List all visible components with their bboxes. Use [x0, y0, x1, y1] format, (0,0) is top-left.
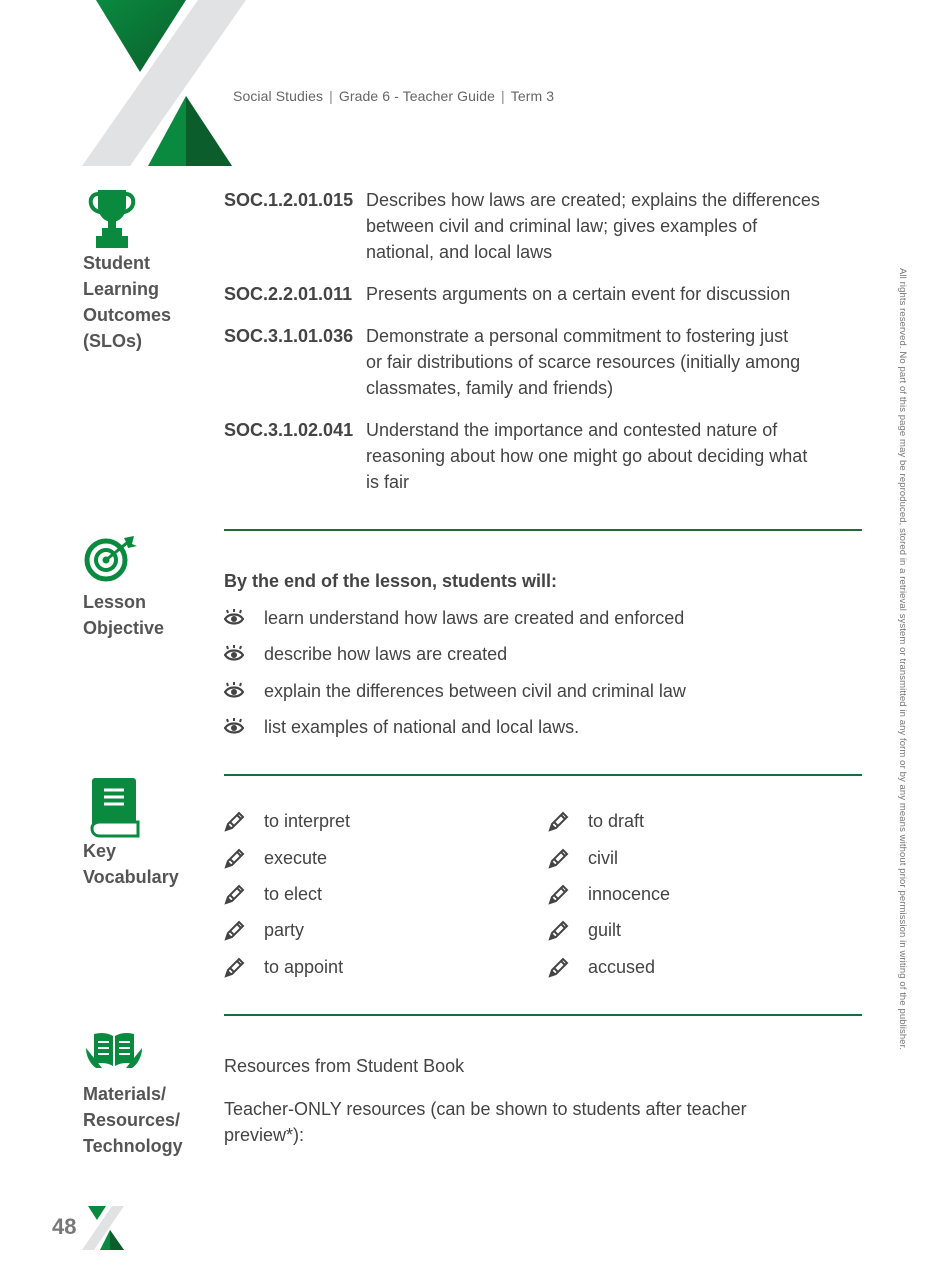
slo-line: reasoning about how one might go about deciding what [366, 446, 808, 466]
header-guide: Grade 6 - Teacher Guide [338, 88, 496, 104]
slo-line: national, and local laws [366, 242, 553, 262]
eye-bullet-icon [224, 717, 244, 735]
pencil-icon [224, 883, 246, 905]
materials-label-line: Resources/ [83, 1110, 181, 1130]
slo-description [366, 323, 864, 401]
pencil-icon [548, 919, 570, 941]
objective-text: learn understand how laws are created and enforced [264, 608, 685, 628]
slo-description [366, 187, 864, 265]
pencil-icon [224, 956, 246, 978]
slo-line: is fair [366, 472, 410, 492]
book-icon [88, 778, 140, 838]
slo-label-line: Outcomes [83, 305, 172, 325]
eye-bullet-icon [224, 608, 244, 626]
header-term: Term 3 [510, 88, 555, 104]
brand-logo-bottom [82, 1206, 128, 1252]
pencil-icon [548, 956, 570, 978]
vocab-word: to draft [588, 811, 645, 831]
pencil-icon [224, 919, 246, 941]
objective-label-line: Objective [83, 618, 165, 638]
section-divider [224, 529, 862, 531]
eye-bullet-icon [224, 644, 244, 662]
objective-text: list examples of national and local laws. [264, 717, 580, 737]
header-separator: | [329, 88, 333, 104]
vocabulary-label [83, 838, 179, 890]
slo-code: SOC.1.2.01.015 [224, 190, 354, 210]
page-number: 48 [52, 1214, 77, 1239]
objective-text: explain the differences between civil and criminal law [264, 681, 686, 701]
vocab-word: party [264, 920, 305, 940]
pencil-icon [548, 883, 570, 905]
slo-line: between civil and criminal law; gives examples of [366, 216, 758, 236]
pencil-icon [224, 810, 246, 832]
vocabulary-label-line: Key [83, 841, 117, 861]
resources-teacher-only [224, 1096, 824, 1148]
eye-bullet-icon [224, 681, 244, 699]
section-divider [224, 1014, 862, 1016]
vocab-word: execute [264, 848, 328, 868]
slo-label-line: Learning [83, 279, 160, 299]
vocab-word: accused [588, 957, 656, 977]
header-subject: Social Studies [233, 88, 324, 104]
slo-code: SOC.2.2.01.011 [224, 284, 353, 304]
pencil-icon [548, 847, 570, 869]
vocab-word: to elect [264, 884, 323, 904]
objective-text: describe how laws are created [264, 644, 508, 664]
slo-line: classmates, family and friends) [366, 378, 614, 398]
materials-label [83, 1081, 183, 1159]
objective-intro: By the end of the lesson, students will: [224, 571, 558, 591]
copyright-notice: All rights reserved. No part of this page may be reproduced, stored in a retrieval system or transmitted in any form or by any means without prior permission in writing of the publisher. [897, 268, 908, 1051]
vocab-word: to interpret [264, 811, 351, 831]
slo-code: SOC.3.1.01.036 [224, 326, 354, 346]
trophy-icon [86, 188, 138, 250]
slo-label-line: Student [83, 253, 150, 273]
materials-label-line: Technology [83, 1136, 183, 1156]
section-divider [224, 774, 862, 776]
objective-label [83, 589, 164, 641]
target-icon [84, 536, 138, 582]
slo-line: Understand the importance and contested nature of [366, 420, 778, 440]
slo-line: Describes how laws are created; explains the differences [366, 190, 820, 210]
vocab-word: civil [588, 848, 618, 868]
slo-line: Demonstrate a personal commitment to fostering just [366, 326, 789, 346]
slo-code: SOC.3.1.02.041 [224, 420, 354, 440]
materials-label-line: Materials/ [83, 1084, 167, 1104]
vocab-word: to appoint [264, 957, 344, 977]
vocabulary-label-line: Vocabulary [83, 867, 179, 887]
pencil-icon [224, 847, 246, 869]
slo-label-line: (SLOs) [83, 331, 143, 351]
brand-logo-top [82, 0, 252, 168]
vocab-word: innocence [588, 884, 671, 904]
pencil-icon [548, 810, 570, 832]
header-separator: | [501, 88, 505, 104]
slo-label [83, 250, 171, 354]
resources-line: Teacher-ONLY resources (can be shown to students after teacher [224, 1099, 747, 1119]
slo-line: Presents arguments on a certain event for discussion [366, 284, 791, 304]
vocab-word: guilt [588, 920, 622, 940]
slo-description [366, 281, 864, 307]
running-header [233, 88, 554, 104]
resources-line: preview*): [224, 1125, 305, 1145]
slo-description [366, 417, 864, 495]
open-book-icon [84, 1030, 144, 1070]
slo-line: or fair distributions of scarce resources (initially among [366, 352, 801, 372]
resources-student-book: Resources from Student Book [224, 1056, 465, 1076]
objective-label-line: Lesson [83, 592, 147, 612]
